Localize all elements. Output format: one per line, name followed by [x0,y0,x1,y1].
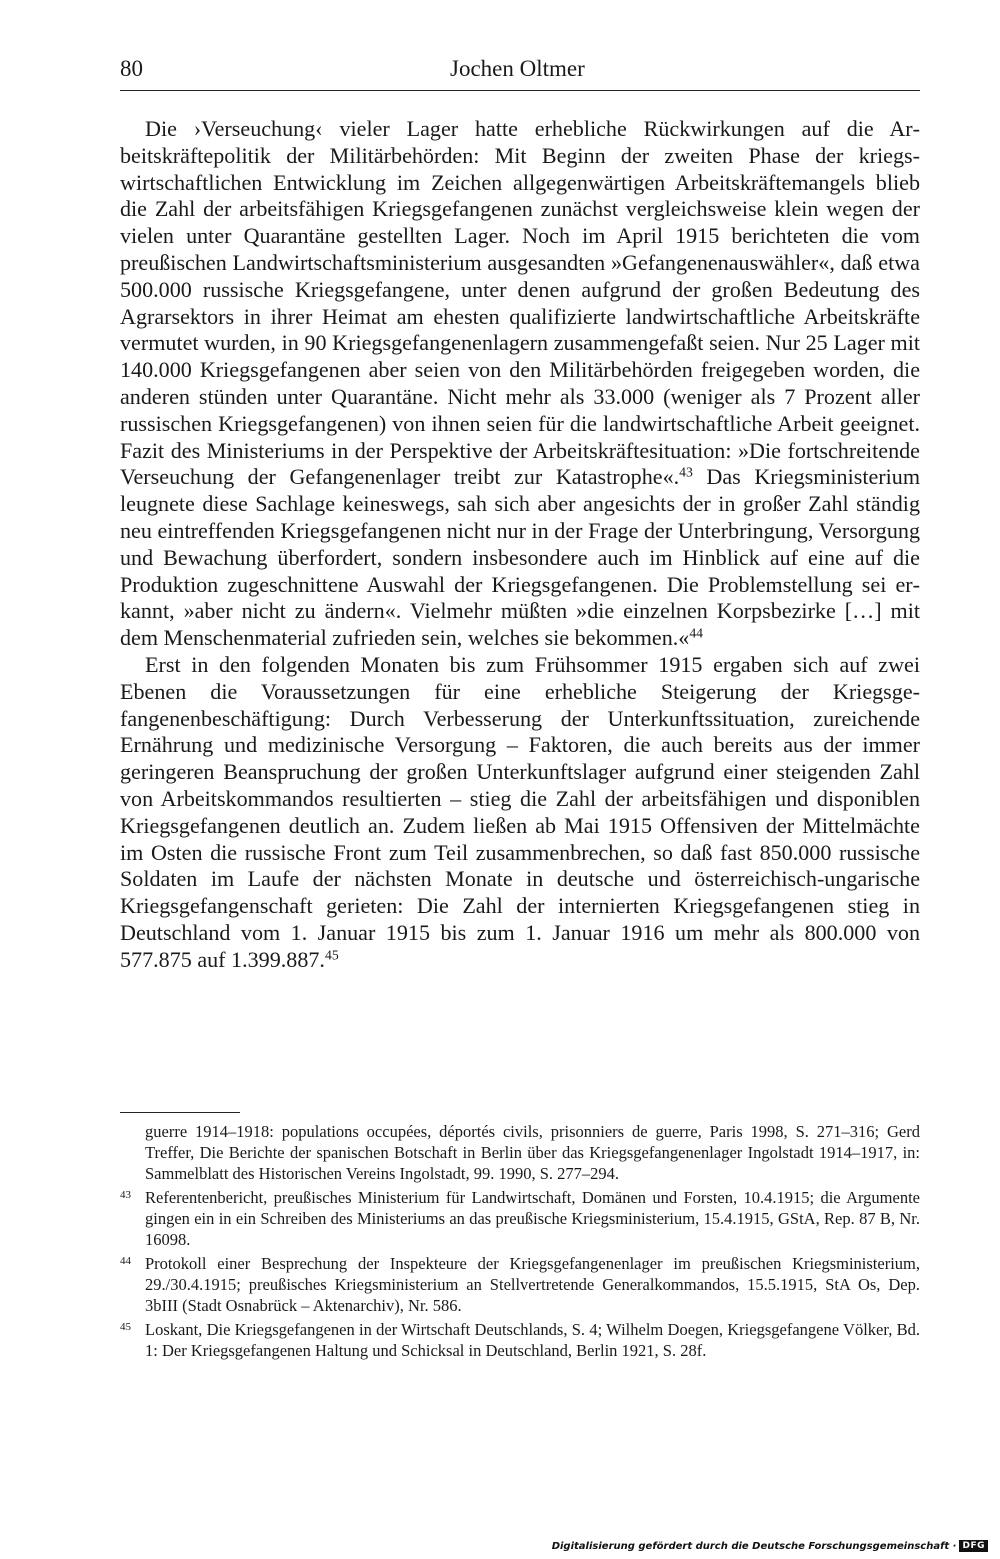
footnote-number: 45 [120,1321,131,1333]
footnote-43 [120,1187,920,1250]
paragraph-2 [120,652,920,974]
running-head-author: Jochen Oltmer [450,56,585,81]
footnote-text: Referentenbericht, preußisches Ministerium für Landwirtschaft, Domänen und Forsten, 10.4.1915; die Argumente gingen ein in ein Schreiben des Ministeriums an das preußische Kriegsministerium, 15.4.1915, GStA, Rep. 87 B, Nr. 16098. [145,1188,920,1249]
footnote-continued [120,1121,920,1184]
footnote-45 [120,1319,920,1361]
paragraph-1 [120,116,920,652]
paragraph-2-text: Erst in den folgenden Monaten bis zum Frühsommer 1915 ergaben sich auf zwei Ebenen die Voraussetzungen für eine erhebliche Steigerung der Kriegsgefangenenbeschäftigung: Durch Verbesserung der Unterkunftssituation, zureichende Ernährung und medizinische Versorgung – Faktoren, die auch bereits aus der immer geringeren Beanspruchung der großen Unterkunftslager aufgrund einer steigenden Zahl von Arbeitskommandos resultierten – stieg die Zahl der arbeitsfähigen und disponiblen Kriegsgefangenen deutlich an. Zudem ließen ab Mai 1915 Offensiven der Mittelmächte im Osten die russische Front zum Teil zusammenbrechen, so daß fast 850.000 russische Soldaten im Laufe der nächsten Monate in deutsche und österreichisch-ungarische Kriegsgefangenschaft gerieten: Die Zahl der internierten Kriegsgefangenen stieg in Deutschland vom 1. Januar 1915 bis zum 1. Januar 1916 um mehr als 800.000 von 577.875 auf 1.399.887. [120,651,920,972]
dfg-logo: DFG [959,1540,988,1552]
footnotes [120,1121,920,1364]
digitization-credit [552,1538,988,1554]
footnote-ref-44[interactable]: 44 [689,625,704,641]
credit-text: Digitalisierung gefördert durch die Deutsche Forschungsgemeinschaft · [551,1540,957,1552]
footnote-continued-text: guerre 1914–1918: populations occupées, déportés civils, prisonniers de guerre, Paris 1998, S. 271–316; Gerd Treffer, Die Berichte der spanischen Botschaft in Berlin über das Kriegsgefangenenlager Ingolstadt 1914–1917, in: Sammelblatt des Historischen Vereins Ingolstadt, 99. 1990, S. 277–294. [145,1122,920,1183]
paragraph-1-text-b: Das Kriegsministerium leugnete diese Sachlage keineswegs, sah sich aber angesichts der in großer Zahl ständig neu eintreffenden Kriegsgefangenen nicht nur in der Frage der Unterbringung, Versorgung und Bewachung überfordert, sondern insbesondere auch im Hinblick auf eine auf die Produktion zugeschnittene Auswahl der Kriegsgefangenen. Die Problemstellung sei erkannt, »aber nicht zu ändern«. Vielmehr müßten »die einzelnen Korpsbezirke […] mit dem Menschenmaterial zufrieden sein, welches sie bekommen.« [120,464,920,651]
footnote-text: Loskant, Die Kriegsgefangenen in der Wirtschaft Deutschlands, S. 4; Wilhelm Doegen, Kriegsgefangene Völker, Bd. 1: Der Kriegsgefangenen Haltung und Schicksal in Deutschland, Berlin 1921, S. 28f. [145,1320,920,1360]
footnote-number: 44 [120,1255,131,1267]
footnote-separator [120,1112,240,1113]
footnote-44 [120,1253,920,1316]
footnote-number: 43 [120,1189,131,1201]
page-header [120,56,920,91]
footnote-text: Protokoll einer Besprechung der Inspekteure der Kriegsgefangenenlager im preußischen Kriegsministerium, 29./30.4.1915; preußisches Kriegsministerium an Stellvertretende Generalkommandos, 15.5.1915, StA Os, Dep. 3bIII (Stadt Osnabrück – Aktenarchiv), Nr. 586. [145,1254,920,1315]
paragraph-1-text-a: Die ›Verseuchung‹ vieler Lager hatte erhebliche Rückwirkungen auf die Arbeitskräftepolitik der Militärbehörden: Mit Beginn der zweiten Phase der kriegswirtschaftlichen Entwicklung im Zeichen allgegenwärtigen Arbeitskräftemangels blieb die Zahl der arbeitsfähigen Kriegsgefangenen zunächst vergleichsweise klein wegen der vielen unter Quarantäne gestellten Lager. Noch im April 1915 berichteten die vom preußischen Landwirtschaftsministerium ausgesandten »Gefangenenauswähler«, daß etwa 500.000 russische Kriegsgefangene, unter denen aufgrund der großen Bedeutung des Agrarsektors in ihrer Heimat am ehesten qualifizierte landwirtschaftliche Arbeitskräfte vermutet wurden, in 90 Kriegsgefangenenlagern zusammengefaßt seien. Nur 25 Lager mit 140.000 Kriegsgefangenen aber seien von den Militärbehörden freigegeben worden, die anderen stünden unter Quarantäne. Nicht mehr als 33.000 (weniger als 7 Prozent aller russischen Kriegsgefangenen) von ihnen seien für die landwirtschaftliche Arbeit geeignet. Fazit des Ministeriums in der Perspektive der Arbeitskräftesituation: »Die fortschreitende Verseuchung der Gefangenenlager treibt zur Katastrophe«. [120,116,920,490]
page-number: 80 [120,56,143,81]
main-text [120,116,920,974]
footnote-ref-43[interactable]: 43 [679,464,693,480]
footnote-ref-45[interactable]: 45 [324,947,339,963]
